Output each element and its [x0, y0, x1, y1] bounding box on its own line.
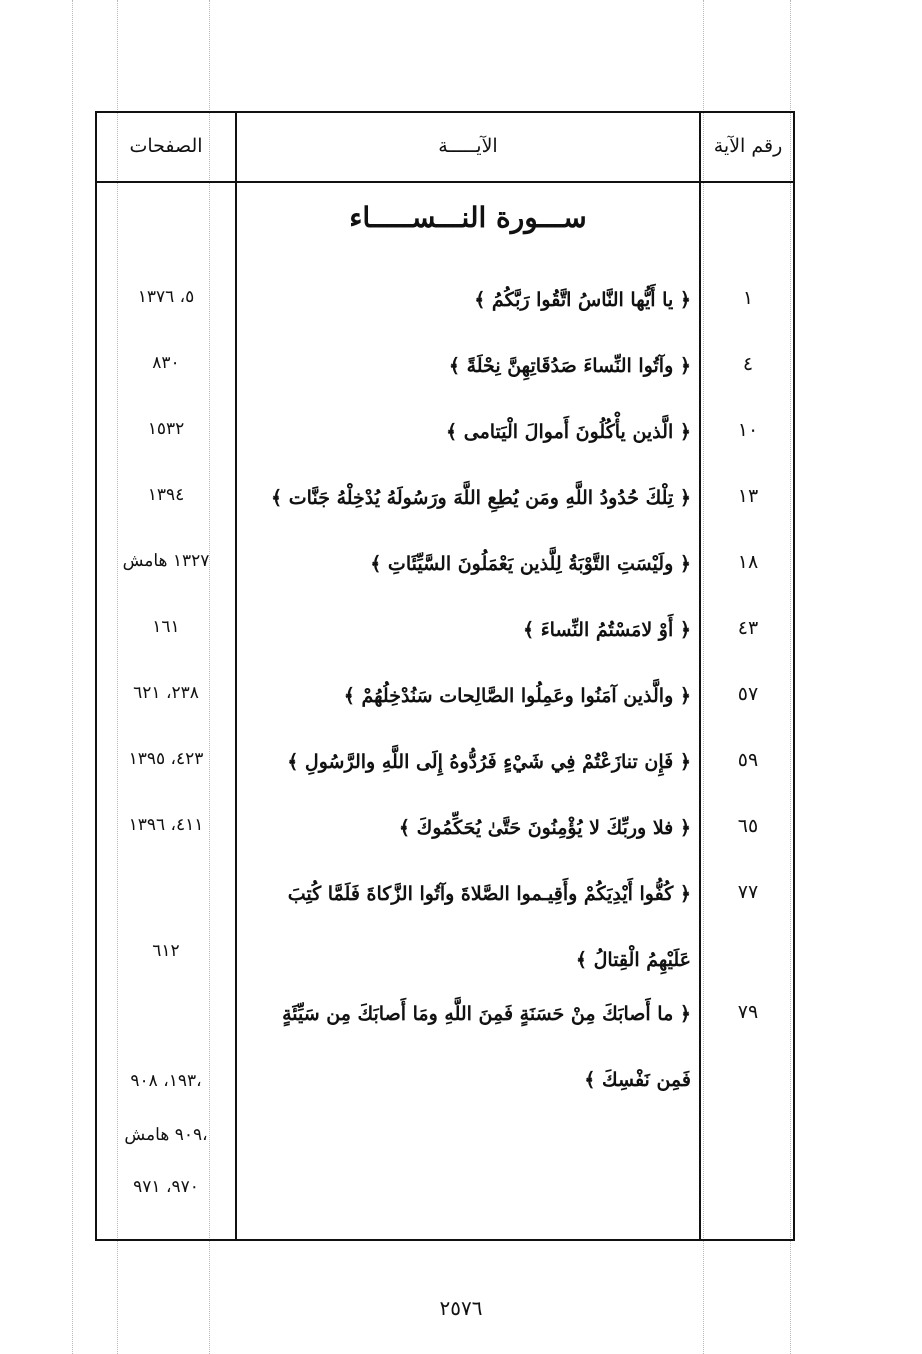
page-refs: ١٣٩٤ [147, 485, 185, 505]
page-refs: ١٩٣، ٩٠٨، [130, 1071, 202, 1091]
ayah-number: ١٣ [737, 485, 759, 507]
ayah-text: ﴿ الَّذين يأْكُلُونَ أَموالَ الْيَتامى ﴾ [445, 421, 691, 443]
ayah-text: ﴿ يا أَيُّها النَّاسُ اتَّقُوا رَبَّكُمُ ﴾ [474, 289, 691, 311]
ayah-number: ١٨ [737, 551, 759, 573]
ayah-number: ٧٩ [737, 1001, 759, 1023]
ayah-number: ٤٣ [737, 617, 759, 639]
ayah-number: ٥٩ [737, 749, 759, 771]
ayah-text: ﴿ فَإِن تنازَعْتُمْ فِي شَيْءٍ فَرُدُّوهُ إِلَى اللَّهِ والرَّسُولِ ﴾ [287, 751, 691, 773]
page-refs: ٢٣٨، ٦٢١ [133, 683, 199, 703]
ayah-text: ﴿ والَّذين آمَنُوا وعَمِلُوا الصَّالِحات سَنُدْخِلُهُمْ ﴾ [343, 685, 691, 707]
ayah-number: ٦٥ [737, 815, 759, 837]
ayah-text: ﴿ كُفُّوا أَيْدِيَكُمْ وأَقِيـموا الصَّلاةَ وآتُوا الزَّكاةَ فَلَمَّا كُتِبَ عَلَيْهِمُ الْقِتالُ ﴾ [287, 883, 691, 971]
index-table [95, 111, 795, 1241]
ayah-number: ٥٧ [737, 683, 759, 705]
ayah-number: ٤ [742, 353, 754, 375]
page-refs: ١٦١ [152, 617, 180, 637]
page-refs: ٤١١، ١٣٩٦ [128, 815, 204, 835]
ayah-text: ﴿ ما أَصابَكَ مِنْ حَسَنَةٍ فَمِنَ اللَّهِ ومَا أَصابَكَ مِن سَيِّئَةٍ فَمِن نَفْسِكَ ﴾ [282, 1003, 691, 1091]
ayah-number: ١ [742, 287, 754, 309]
page-refs: ٨٣٠ [152, 353, 180, 373]
page-refs: ٤٢٣، ١٣٩٥ [128, 749, 204, 769]
ayah-number: ٧٧ [737, 881, 759, 903]
page-number: ٢٥٧٦ [439, 1296, 483, 1320]
page-refs: ٦١٢ [152, 941, 180, 961]
header-ayah: الآيـــــة [438, 135, 498, 157]
ayah-text: ﴿ ولَيْسَتِ التَّوْبَةُ لِلَّذين يَعْمَلُونَ السَّيِّئَاتِ ﴾ [370, 553, 691, 575]
header-pages: الصفحات [129, 135, 203, 157]
page-refs-continued: ٩٠٩ هامش، [124, 1125, 208, 1145]
page-refs: ١٥٣٢ [147, 419, 185, 439]
ayah-text: ﴿ أَوْ لامَسْتُمُ النِّساءَ ﴾ [523, 619, 691, 641]
ayah-text: ﴿ تِلْكَ حُدُودُ اللَّهِ ومَن يُطِعِ اللَّهَ ورَسُولَهُ يُدْخِلْهُ جَنَّات ﴾ [271, 487, 691, 509]
page-refs: ٥، ١٣٧٦ [137, 287, 195, 307]
ayah-text: ﴿ وآتُوا النِّساءَ صَدُقَاتِهِنَّ نِحْلَةً ﴾ [448, 355, 691, 377]
ayah-number: ١٠ [737, 419, 759, 441]
page-refs: ١٣٢٧ هامش [122, 551, 210, 571]
ayah-text: ﴿ فلا وربِّكَ لا يُؤْمِنُونَ حَتَّىٰ يُحَكِّمُوكَ ﴾ [398, 817, 691, 839]
header-ayah-number: رقم الآية [713, 135, 783, 157]
page-refs-continued: ٩٧٠، ٩٧١ [133, 1177, 199, 1197]
surah-title: ســـورة النـــســـــاء [349, 201, 587, 234]
